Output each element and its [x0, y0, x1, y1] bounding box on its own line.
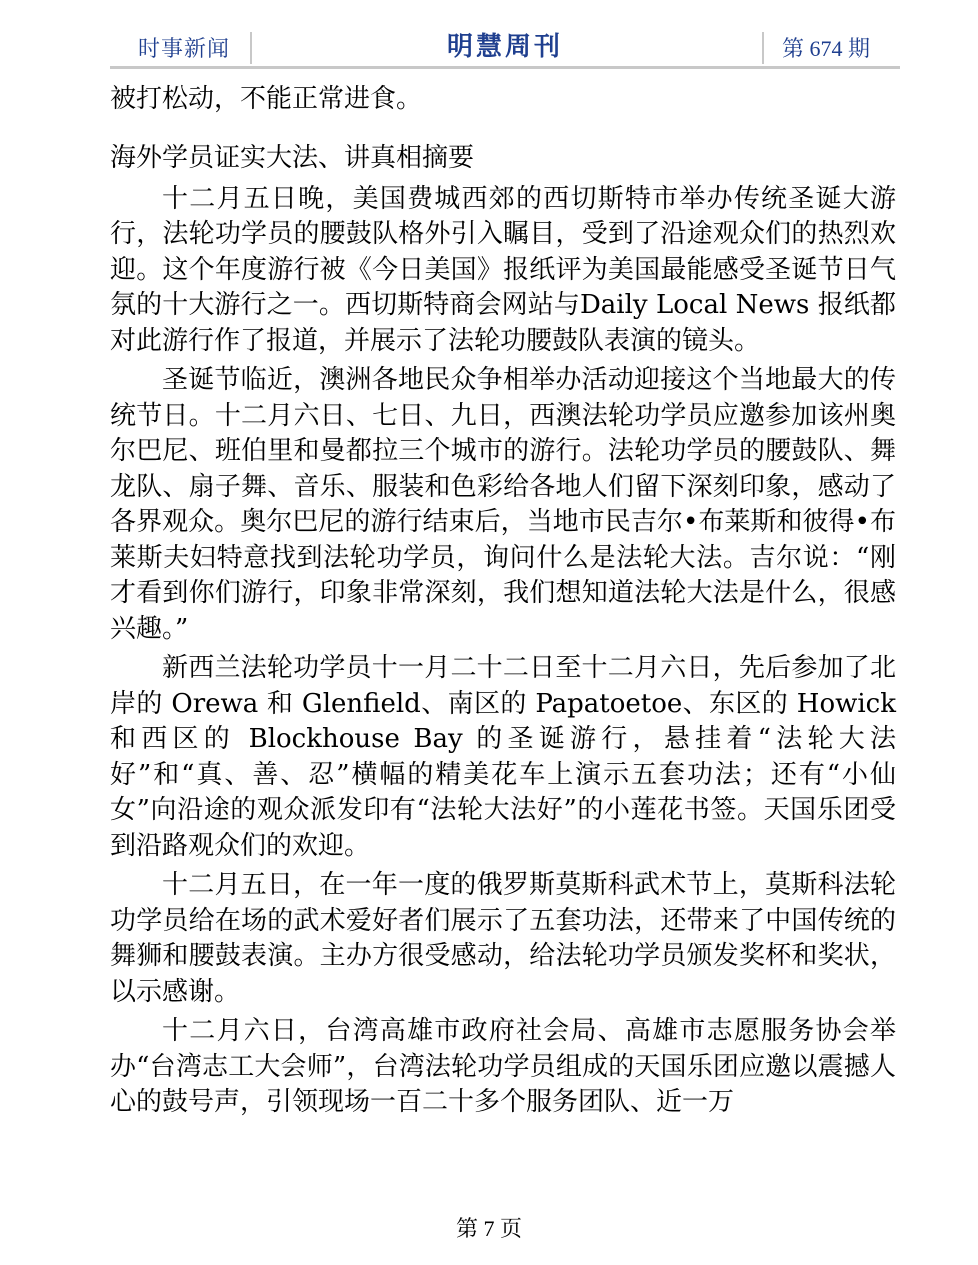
page-number: 第 7 页: [455, 1216, 522, 1241]
paragraph-text: 十二月五日晚，: [162, 183, 353, 214]
paragraph-new-zealand: [110, 651, 896, 864]
paragraph-text: 圣诞节临近，: [162, 365, 320, 395]
paragraph-text: 十二月五日，在一年一度的: [162, 870, 477, 900]
header-rule: [110, 66, 900, 69]
issue-number: 第 674 期: [781, 36, 870, 61]
paragraph-australia: [110, 363, 896, 647]
paragraph-text: 高雄市政府社会局、高雄市志愿服务协会举办“台湾志工大会师”，台湾法轮功学员组成的天国乐团应邀以震撼人心的鼓号声，引领现场一百二十多个服务团队、近一万: [110, 1016, 896, 1117]
lead-text: 被打松动，不能正常进食。: [110, 84, 423, 114]
publication-title: 明慧周刊: [446, 32, 563, 62]
paragraph-text: 各地民众争相举办活动迎接这个当地最大的传统节日。十二月六日、七日、九日，西澳法轮功学员应邀参加该州奥尔巴尼、班伯里和曼都拉三个城市的游行。法轮功学员的腰鼓队、舞龙队、扇子舞、音乐、服装和色彩给各地人们留下深刻印象，感动了各界观众。奥尔巴尼的游行结束后，当地市民吉尔•布莱斯和彼得•布莱斯夫妇特意找到法轮功学员，询问什么是法轮大法。吉尔说：“刚才看到你们游行，印象非常深刻，我们想知道法轮大法是什么，很感兴趣。”: [110, 365, 896, 644]
paragraph-text: 法轮功学员十一月二十二日至十二月六日，先后参加了北岸的 Orewa 和 Glenfield、南区的 Papatoetoe、东区的 Howick 和西区的 Blockhouse Bay 的圣诞游行，悬挂着“法轮大法好”和“真、善、忍”横幅的精美花车上演示五套功法；还有“小仙女”向沿途的观众派发印有“法轮大法好”的小莲花书签。天国乐团受到沿路观众们的欢迎。: [110, 653, 896, 861]
header-divider-right: [762, 32, 764, 64]
paragraph-usa: [110, 182, 896, 360]
section-heading: 海外学员证实大法、讲真相摘要: [110, 142, 475, 173]
country-name: 俄罗斯: [476, 870, 556, 900]
section-label: 时事新闻: [138, 36, 231, 61]
country-name: 台湾: [325, 1016, 380, 1046]
paragraph-russia: [110, 868, 896, 1010]
page-header: [110, 26, 900, 68]
country-name: 美国: [352, 183, 408, 214]
paragraph-text: 莫斯科武术节上，莫斯科法轮功学员给在场的武术爱好者们展示了五套功法，还带来了中国传统的舞狮和腰鼓表演。主办方很受感动，给法轮功学员颁发奖杯和奖状，以示感谢。: [110, 870, 896, 1007]
country-name: 澳洲: [319, 365, 372, 395]
paragraph-text: 费城西郊的西切斯特市举办传统圣诞大游行，法轮功学员的腰鼓队格外引入瞩目，受到了沿途观众们的热烈欢迎。这个年度游行被《今日美国》报纸评为美国最能感受圣诞节日气氛的十大游行之一。西切斯特商会网站与Daily Local News 报纸都对此游行作了报道，并展示了法轮功腰鼓队表演的镜头。: [110, 183, 896, 356]
paragraph-taiwan: [110, 1014, 896, 1121]
article-body: [110, 82, 896, 1121]
paragraph-text: 十二月六日，: [162, 1016, 326, 1046]
country-name: 新西兰: [162, 653, 241, 683]
